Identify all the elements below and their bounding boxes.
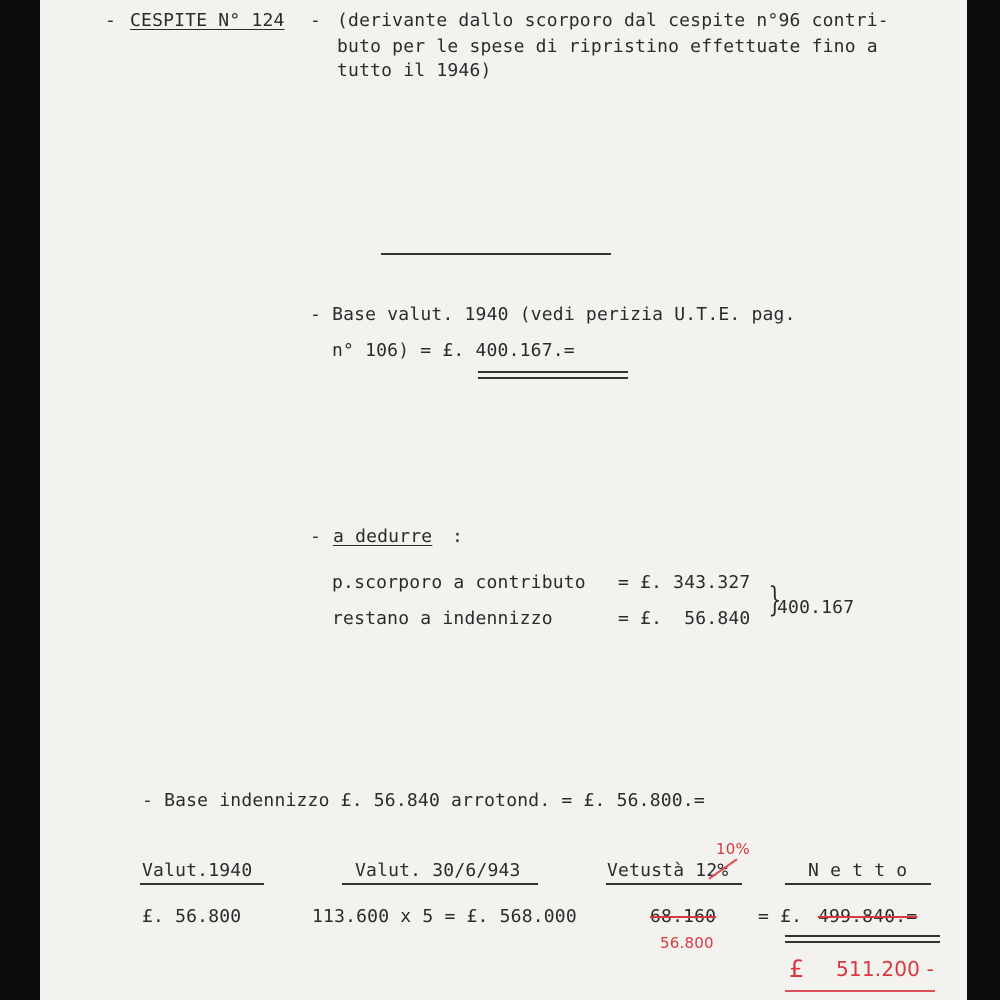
base-valut-line-1: - Base valut. 1940 (vedi perizia U.T.E. pag. [310,304,796,325]
row-netto: 499.840.= [818,906,918,927]
deduct-total: 400.167 [777,597,855,618]
document-page [40,0,967,1000]
row-equals: = £. [758,906,803,927]
heading-dash-2: - [310,10,322,31]
scorporo-label: p.scorporo a contributo [332,572,586,593]
header-valut-943: Valut. 30/6/943 [355,860,521,881]
row-valut-1940: £. 56.800 [142,906,242,927]
header-underline-2 [342,883,538,885]
row-valut-943: 113.600 x 5 = £. 568.000 [312,906,577,927]
header-netto: N e t t o [808,860,908,881]
annotation-percent: 10% [716,840,750,858]
separator-rule [381,253,611,255]
annotation-underline [785,990,935,992]
heading-description-line-1: (derivante dallo scorporo dal cespite n°96 contri- [337,10,889,31]
header-underline-4 [785,883,931,885]
header-valut-1940: Valut.1940 [142,860,253,881]
deduct-dash: - [310,526,322,547]
header-underline-1 [140,883,264,885]
deduct-label: a dedurre [333,526,433,547]
annotation-pound-symbol: £ [789,955,805,983]
indennizzo-value: = £. 56.840 [618,608,751,629]
brace: } [768,580,782,620]
header-vetusta: Vetustà 12% [607,860,729,881]
deduct-colon: : [452,526,464,547]
heading-dash: - [105,10,117,31]
double-underline [478,371,628,379]
base-valut-line-2: n° 106) = £. 400.167.= [332,340,575,361]
header-underline-3 [606,883,742,885]
cespite-title: CESPITE N° 124 [130,10,285,31]
annotation-netto-corrected: 511.200 - [836,957,935,981]
heading-description-line-2: buto per le spese di ripristino effettuate fino a [337,36,878,57]
annotation-vetusta-corrected: 56.800 [660,934,714,952]
netto-double-underline [785,935,940,943]
indennizzo-label: restano a indennizzo [332,608,553,629]
heading-description-line-3: tutto il 1946) [337,60,492,81]
base-indennizzo-line: - Base indennizzo £. 56.840 arrotond. = £. 56.800.= [142,790,705,811]
row-vetusta: 68.160 [650,906,717,927]
scorporo-value: = £. 343.327 [618,572,751,593]
